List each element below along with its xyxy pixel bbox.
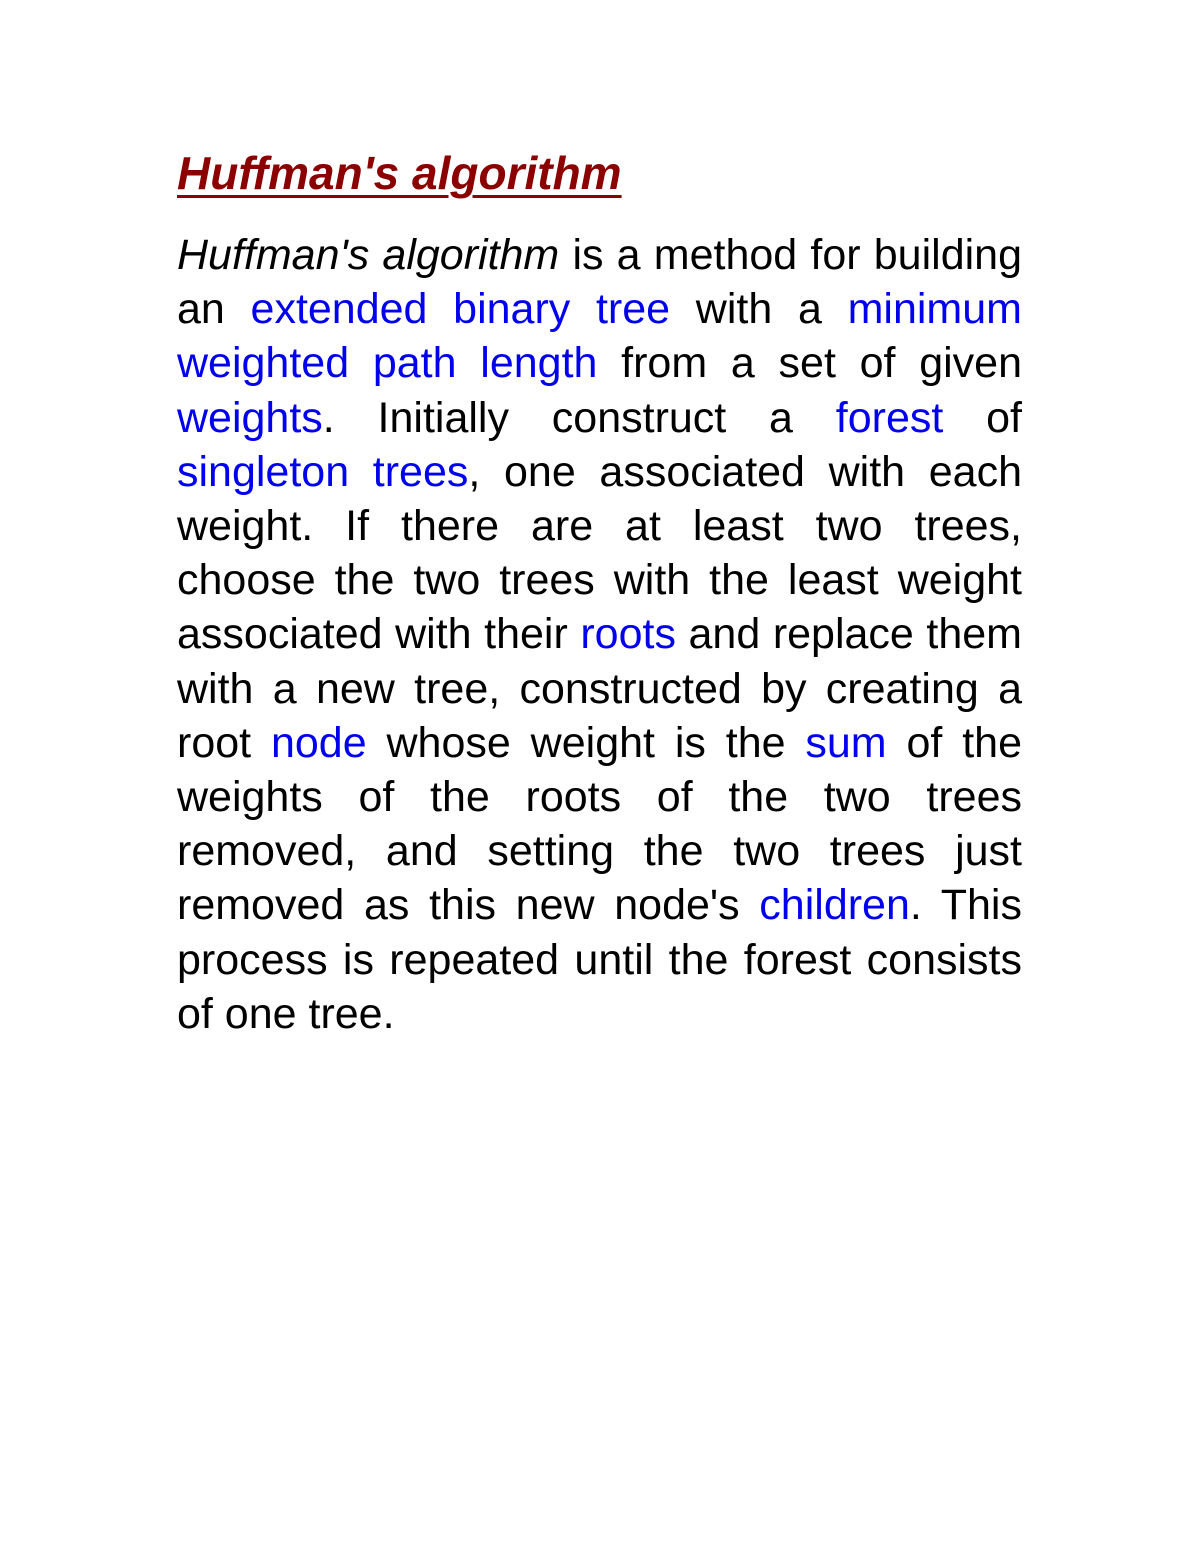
text-segment: with a — [670, 285, 848, 334]
page-heading: Huffman's algorithm — [177, 147, 622, 199]
link-extended-binary-tree[interactable]: extended binary tree — [250, 285, 671, 334]
link-roots[interactable]: roots — [580, 610, 676, 659]
text-segment: is a method for building an — [177, 231, 1022, 334]
link-node[interactable]: node — [270, 718, 367, 767]
text-segment: whose weight is the — [366, 718, 806, 767]
text-segment: and replace them with a new tree, constructed by creating a root — [177, 610, 1022, 767]
text-segment: . This process is repeated until the forest consists of one tree. — [177, 881, 1022, 1038]
link-sum[interactable]: sum — [805, 718, 887, 767]
link-weights[interactable]: weights — [177, 393, 323, 442]
text-segment: . Initially construct a — [322, 393, 836, 442]
link-children[interactable]: children — [759, 881, 910, 930]
text-segment: from a set of given — [597, 339, 1023, 388]
term-huffmans-algorithm: Huffman's algorithm — [177, 231, 560, 279]
text-segment: of — [943, 393, 1022, 442]
link-minimum-weighted-path-length[interactable]: minimum weighted path length — [177, 285, 1022, 388]
body-paragraph — [177, 228, 1022, 1041]
link-singleton-trees[interactable]: singleton trees — [177, 447, 469, 496]
text-segment: , one associated with each weight. If there are at least two trees, choose the two trees with the least weight associated with their — [177, 447, 1023, 659]
link-forest[interactable]: forest — [835, 393, 944, 442]
text-segment: of the weights of the roots of the two trees removed, and setting the two trees just removed as this new node's — [177, 718, 1022, 930]
